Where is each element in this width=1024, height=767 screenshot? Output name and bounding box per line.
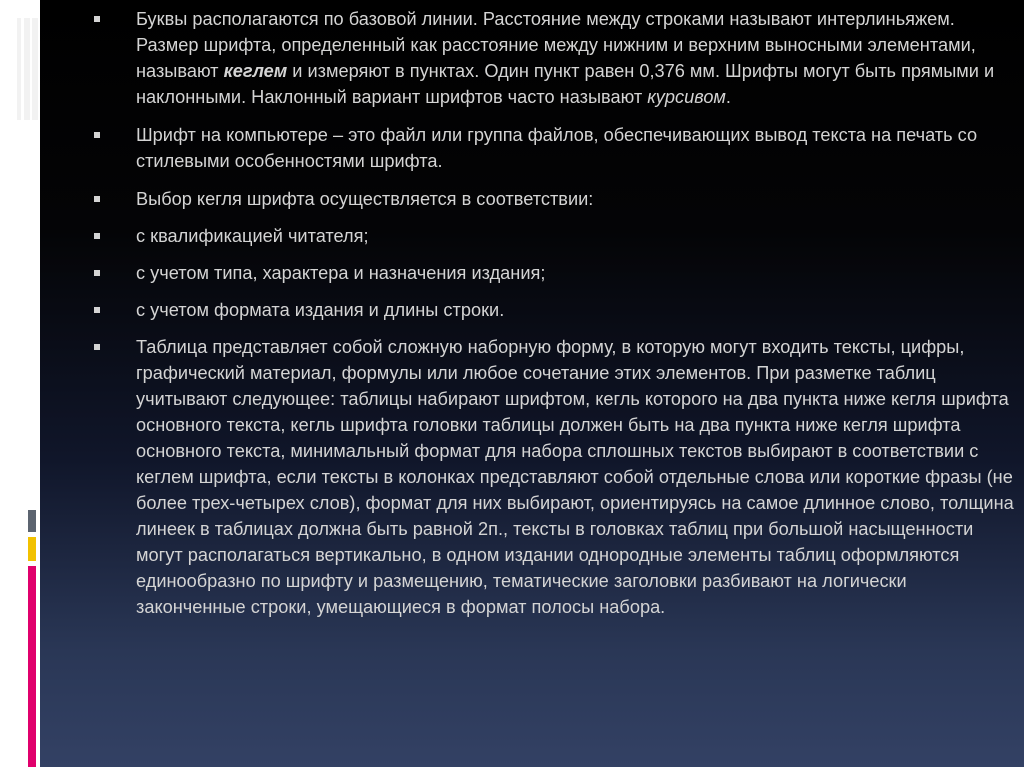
item-text: Буквы располагаются по базовой линии. Расстояние между строками называют интерлиньяжем. Размер шрифта, определенный как расстояние между нижним и верхним выносными элементами, называют [136,9,976,81]
accent-bar-white-3 [32,18,38,120]
bullet-square-icon [94,270,100,276]
item-text: Выбор кегля шрифта осуществляется в соответствии: [136,189,594,209]
list-item [94,260,1014,286]
item-text: с учетом формата издания и длины строки. [136,300,505,320]
bullet-square-icon [94,196,100,202]
bullet-square-icon [94,233,100,239]
accent-bar-white-1 [17,18,21,120]
accent-bar-pink [28,566,36,767]
list-item [94,223,1014,249]
bullet-square-icon [94,16,100,22]
accent-bar-grey [28,510,36,532]
item-text: с учетом типа, характера и назначения издания; [136,263,546,283]
list-item [94,122,1014,174]
item-text-cont: и измеряют в пунктах. Один пункт равен 0,376 мм. Шрифты могут быть прямыми и наклонными. Наклонный вариант шрифтов часто называют [136,61,995,107]
list-item [94,297,1014,323]
bullet-list [94,6,1014,632]
accent-bar-white-2 [24,18,30,120]
bullet-square-icon [94,132,100,138]
slide [40,0,1024,767]
item-text: Таблица представляет собой сложную наборную форму, в которую могут входить тексты, цифры, графический материал, формулы или любое сочетание этих элементов. При разметке таблиц учитывают следующее: таблицы набирают шрифтом, кегль которого на два пункта ниже кегля шрифта основного текста, кегль шрифта головки таблицы должен быть на два пункта ниже кегля шрифта основного текста, минимальный формат для набора сплошных текстов выбирают в соответствии с кеглем шрифта, если тексты в колонках представляют собой отдельные слова или короткие фразы (не более трех-четырех слов), формат для них выбирают, ориентируясь на самое длинное слово, толщина линеек в таблицах должна быть равной 2п., тексты в головках таблиц при большой насыщенности могут располагаться вертикально, в одном издании однородные элементы таблиц оформляются единообразно по шрифту и размещению, тематические заголовки разбивают на логически законченные строки, умещающиеся в формат полосы набора. [136,337,1014,617]
left-accent-strip [0,0,40,767]
item-text: с квалификацией читателя; [136,226,369,246]
term-kursiv: курсивом [647,87,726,107]
list-item [94,334,1014,620]
item-text-end: . [725,87,731,107]
list-item [94,186,1014,212]
list-item [94,6,1014,110]
bullet-square-icon [94,307,100,313]
item-text: Шрифт на компьютере – это файл или группа файлов, обеспечивающих вывод текста на печать со стилевыми особенностями шрифта. [136,125,978,171]
bullet-square-icon [94,344,100,350]
term-kegl: кеглем [223,61,288,81]
accent-bar-yellow [28,537,36,561]
